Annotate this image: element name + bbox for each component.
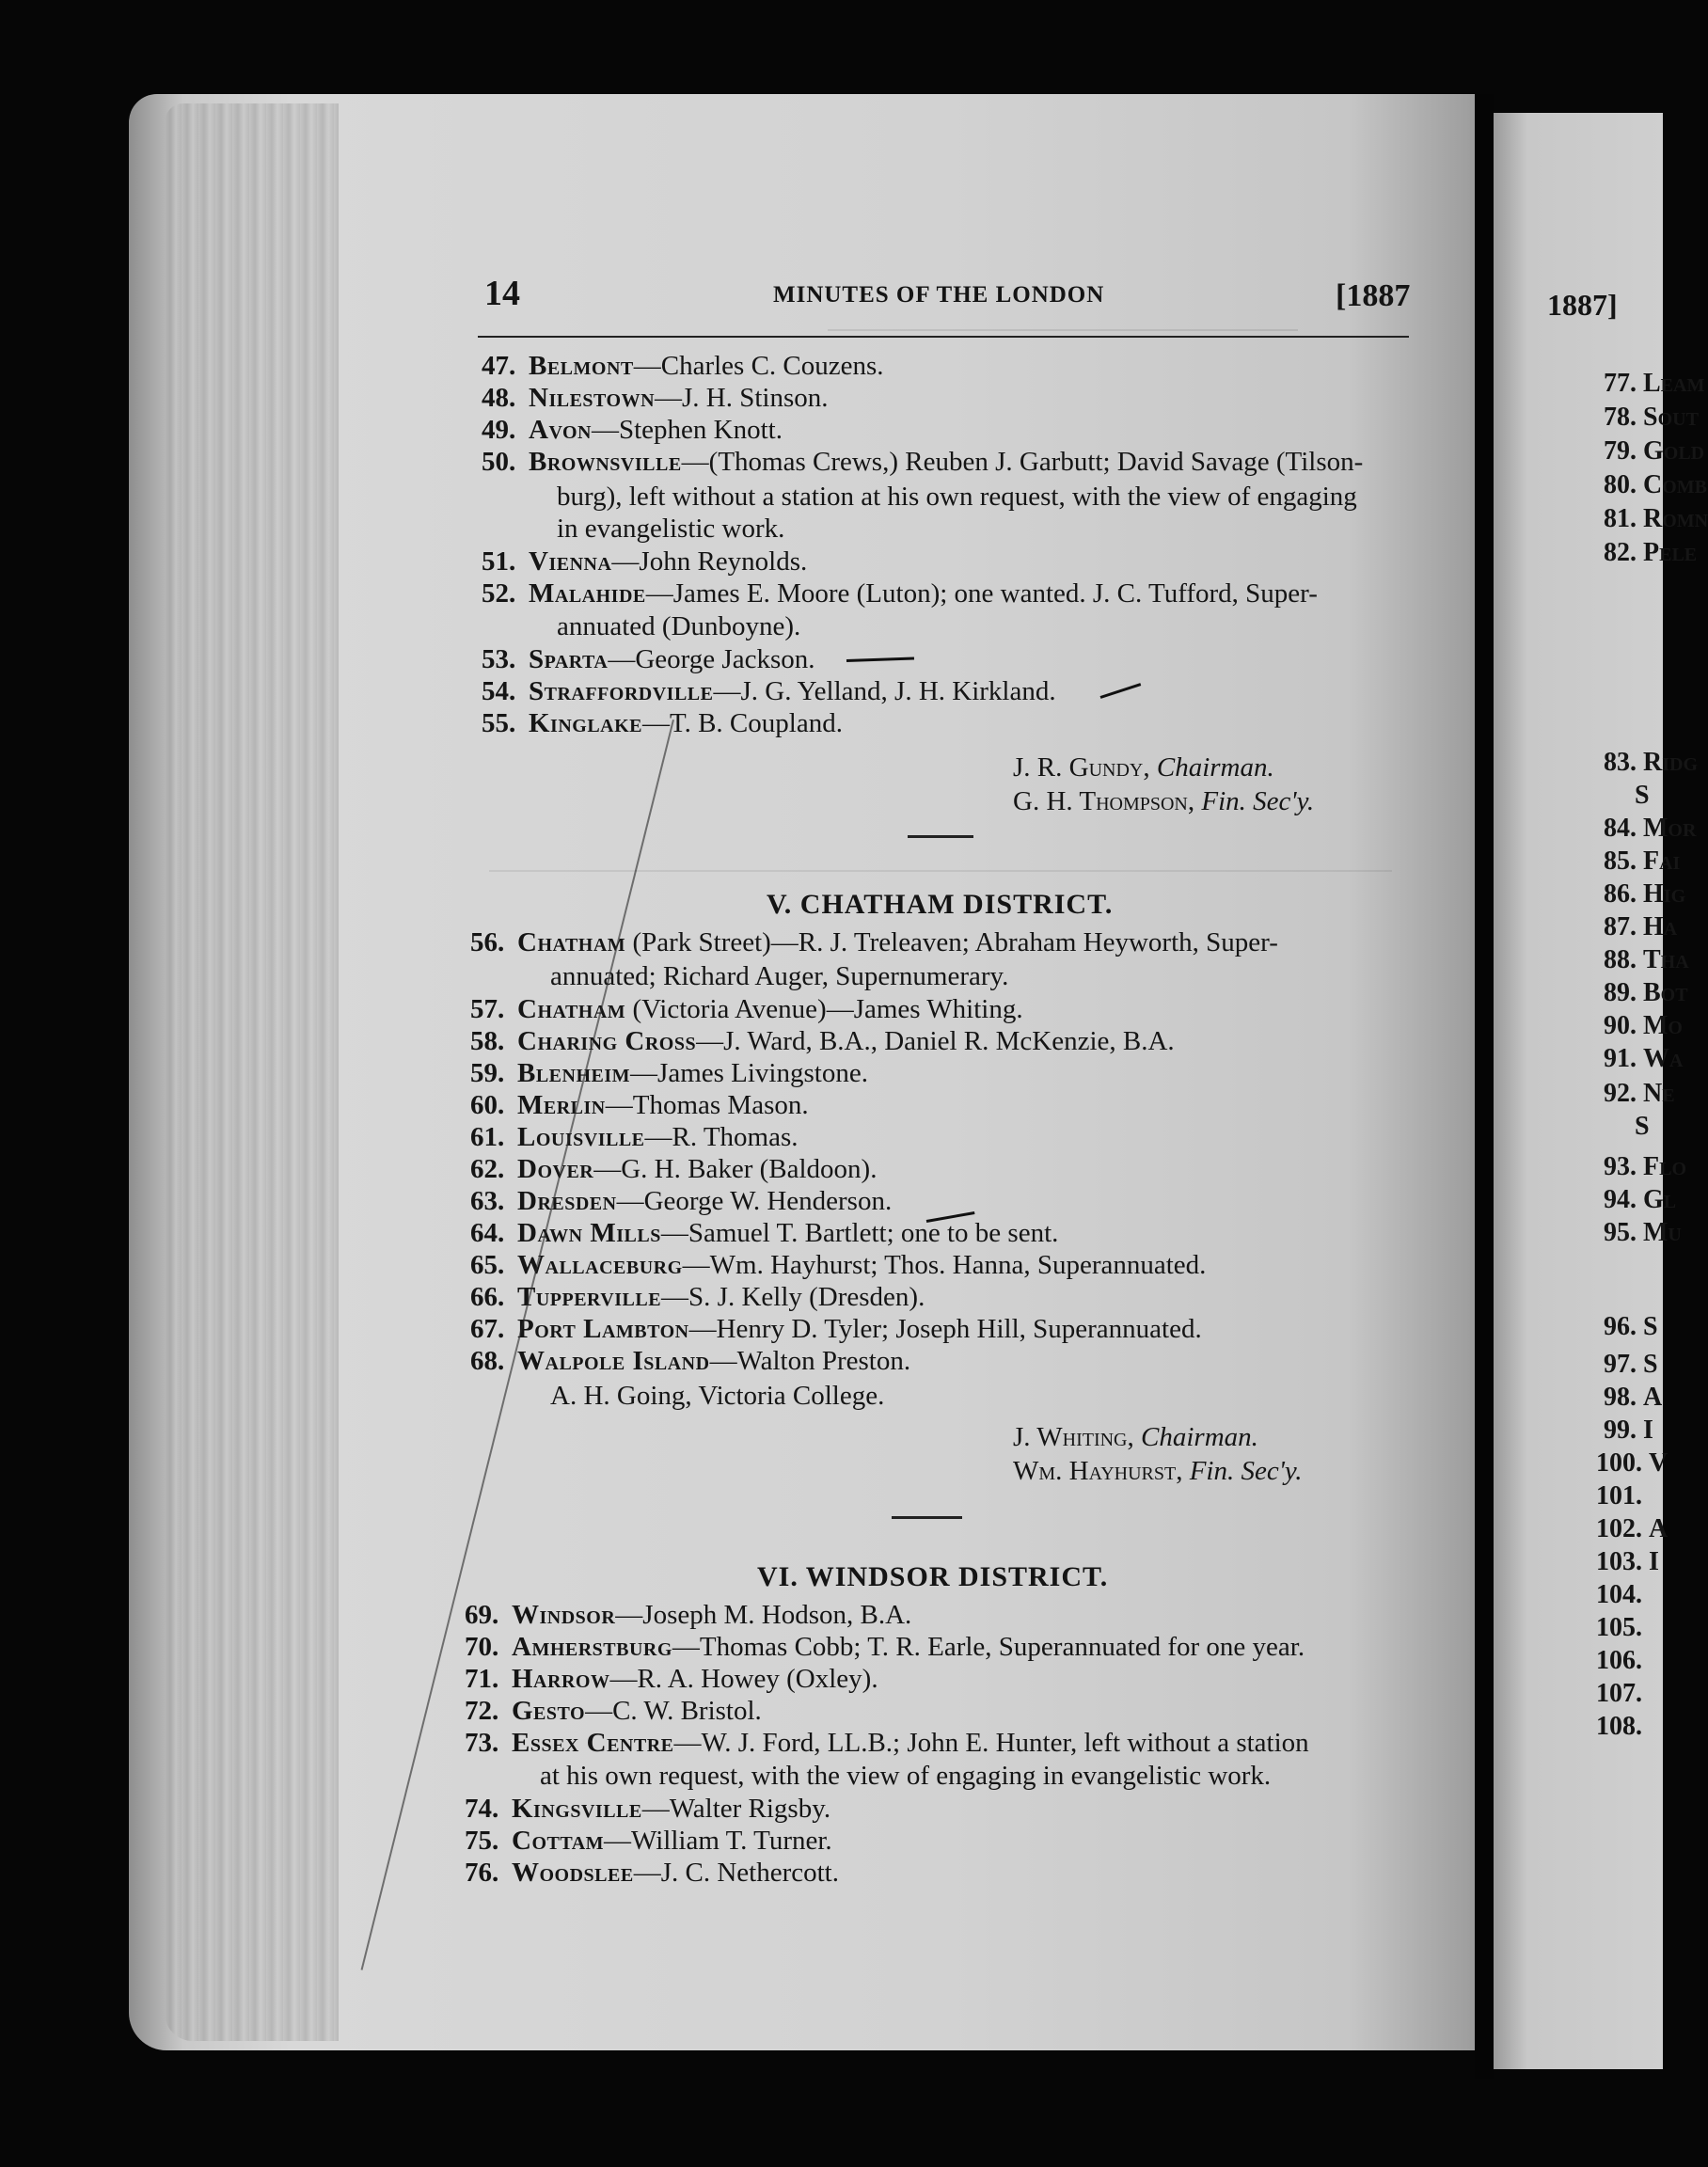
right-page-entry: 84. Mor [1604, 814, 1697, 843]
station-entry: 53. Sparta—George Jackson. [482, 644, 815, 674]
right-page-entry: 82. Pele [1604, 538, 1698, 567]
right-header-year: 1887] [1547, 288, 1618, 322]
right-page-entry: 90. Mo [1604, 1011, 1683, 1040]
right-page-entry: S [1635, 1112, 1650, 1141]
station-entry: 55. Kinglake—T. B. Coupland. [482, 708, 843, 738]
station-entry: 48. Nilestown—J. H. Stinson. [482, 383, 829, 413]
station-entry: 64. Dawn Mills—Samuel T. Bartlett; one to be sent. [470, 1218, 1059, 1248]
station-entry: 60. Merlin—Thomas Mason. [470, 1090, 809, 1120]
district-heading: VI. WINDSOR DISTRICT. [757, 1561, 1109, 1592]
section-divider [908, 835, 973, 838]
right-page-entry: 94. Gl [1604, 1185, 1677, 1214]
right-page-entry: 80. Comb [1604, 470, 1707, 499]
station-entry: 74. Kingsville—Walter Rigsby. [465, 1794, 831, 1824]
right-page-entry: 78. Sout [1604, 403, 1699, 432]
book-gutter [1475, 94, 1494, 2079]
bleed-through-mark [828, 329, 1298, 331]
right-page-entry: 107. [1596, 1679, 1642, 1708]
right-page-entry: 83. Ridg [1604, 748, 1699, 777]
station-entry: 69. Windsor—Joseph M. Hodson, B.A. [465, 1600, 912, 1630]
right-page-entry: 97. S [1604, 1350, 1658, 1379]
station-entry: 50. Brownsville—(Thomas Crews,) Reuben J. Garbutt; David Savage (Tilson- [482, 447, 1364, 477]
signature-line: J. R. Gundy, Chairman. [1013, 752, 1274, 783]
station-entry: 62. Dover—G. H. Baker (Baldoon). [470, 1154, 878, 1184]
section-divider [892, 1516, 962, 1519]
right-page-entry: 95. Mu [1604, 1218, 1682, 1247]
right-page-entry: 102. A [1596, 1514, 1668, 1543]
station-entry: 54. Straffordville—J. G. Yelland, J. H. Kirkland. [482, 676, 1056, 706]
station-entry: 47. Belmont—Charles C. Couzens. [482, 351, 884, 381]
signature-line: Wm. Hayhurst, Fin. Sec'y. [1013, 1456, 1303, 1486]
station-entry: 61. Louisville—R. Thomas. [470, 1122, 799, 1152]
page-edge-stack [165, 103, 339, 2041]
signature-line: J. Whiting, Chairman. [1013, 1422, 1258, 1452]
header-year: [1887 [1336, 278, 1411, 313]
running-title: MINUTES OF THE LONDON [773, 282, 1105, 308]
station-entry: 57. Chatham (Victoria Avenue)—James Whiting. [470, 994, 1023, 1024]
station-entry: 70. Amherstburg—Thomas Cobb; T. R. Earle, Superannuated for one year. [465, 1632, 1305, 1662]
right-page-entry: 85. Fai [1604, 846, 1681, 876]
page-number: 14 [484, 274, 520, 313]
right-page-entry: 88. Tha [1604, 945, 1689, 974]
right-page-entry: 99. I [1604, 1416, 1653, 1445]
station-entry: 71. Harrow—R. A. Howey (Oxley). [465, 1664, 878, 1694]
right-page-entry: 106. [1596, 1646, 1642, 1675]
station-entry: 73. Essex Centre—W. J. Ford, LL.B.; John E. Hunter, left without a station [465, 1728, 1309, 1758]
signature-line: G. H. Thompson, Fin. Sec'y. [1013, 786, 1315, 816]
right-page-entry: 89. Bot [1604, 978, 1688, 1007]
entry-continuation: burg), left without a station at his own request, with the view of engaging [557, 482, 1357, 512]
station-entry: 72. Gesto—C. W. Bristol. [465, 1696, 762, 1726]
right-page-entry: 104. [1596, 1580, 1642, 1609]
right-page-entry: 81. Romn [1604, 504, 1708, 533]
station-entry: 58. Charing Cross—J. Ward, B.A., Daniel R. McKenzie, B.A. [470, 1026, 1175, 1056]
right-page-entry: 101. [1596, 1481, 1642, 1511]
entry-continuation: annuated (Dunboyne). [557, 611, 801, 641]
station-entry: 65. Wallaceburg—Wm. Hayhurst; Thos. Hanna, Superannuated. [470, 1250, 1207, 1280]
right-page-entry: 91. Wa [1604, 1044, 1684, 1073]
station-entry: 76. Woodslee—J. C. Nethercott. [465, 1858, 839, 1888]
right-page-entry: 100. V [1596, 1448, 1668, 1478]
header-rule [478, 336, 1409, 338]
right-page-entry: 79. Gold [1604, 436, 1705, 466]
station-entry: 49. Avon—Stephen Knott. [482, 415, 783, 445]
right-page-entry: S [1635, 781, 1650, 810]
right-page-entry: 77. Leam [1604, 369, 1705, 398]
station-entry: 51. Vienna—John Reynolds. [482, 546, 808, 577]
station-entry: 56. Chatham (Park Street)—R. J. Treleaven; Abraham Heyworth, Super- [470, 927, 1278, 957]
bleed-through-mark [489, 870, 1392, 872]
right-page-entry: 86. Hig [1604, 879, 1686, 909]
district-note: A. H. Going, Victoria College. [550, 1381, 885, 1411]
right-page-entry: 96. S [1604, 1312, 1658, 1341]
entry-continuation: annuated; Richard Auger, Supernumerary. [550, 961, 1009, 991]
right-page-entry: 108. [1596, 1712, 1642, 1741]
right-page-entry: 87. Ha [1604, 912, 1678, 941]
entry-continuation: in evangelistic work. [557, 514, 785, 544]
right-page-entry: 103. I [1596, 1547, 1659, 1576]
station-entry: 66. Tupperville—S. J. Kelly (Dresden). [470, 1282, 925, 1312]
right-page-entry: 92. Ne [1604, 1079, 1675, 1108]
station-entry: 67. Port Lambton—Henry D. Tyler; Joseph Hill, Superannuated. [470, 1314, 1202, 1344]
station-entry: 59. Blenheim—James Livingstone. [470, 1058, 868, 1088]
entry-continuation: at his own request, with the view of engaging in evangelistic work. [540, 1761, 1272, 1791]
station-entry: 75. Cottam—William T. Turner. [465, 1826, 832, 1856]
district-heading: V. CHATHAM DISTRICT. [767, 889, 1114, 920]
right-page-entry: 98. A [1604, 1383, 1663, 1412]
right-page-entry: 93. Flo [1604, 1152, 1686, 1181]
station-entry: 68. Walpole Island—Walton Preston. [470, 1346, 911, 1376]
station-entry: 52. Malahide—James E. Moore (Luton); one wanted. J. C. Tufford, Super- [482, 578, 1318, 609]
station-entry: 63. Dresden—George W. Henderson. [470, 1186, 893, 1216]
right-page-entry: 105. [1596, 1613, 1642, 1642]
